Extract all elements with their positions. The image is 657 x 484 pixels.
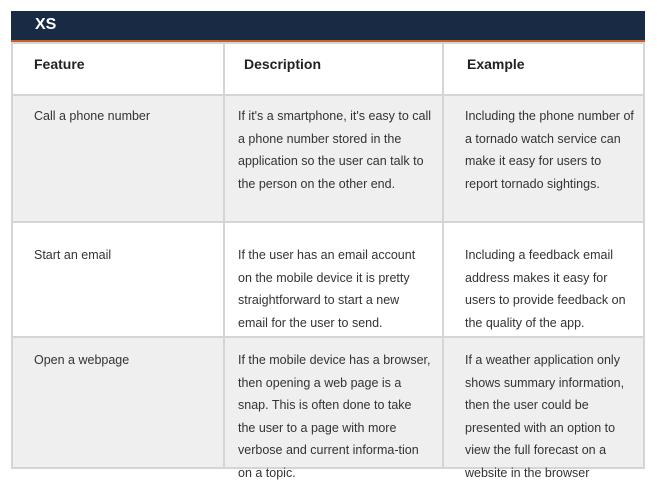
table-cell-example: Including the phone number of a tornado watch service can make it easy for users to report tornado sightings. (444, 96, 643, 221)
table-cell-example: Including a feedback email address makes it easy for users to provide feedback on the quality of the app. (444, 223, 643, 336)
table-cell-description: If the user has an email account on the mobile device it is pretty straightforward to start a new email for the user to send. (225, 223, 442, 336)
table-cell-example: If a weather application only shows summary information, then the user could be presented with an option to view the full forecast on a website in the browser (444, 338, 643, 467)
header-example: Example (444, 44, 643, 94)
table-cell-feature: Open a webpage (13, 338, 223, 467)
table-title: XS (35, 16, 57, 33)
header-description: Description (225, 44, 442, 94)
feature-table (11, 11, 645, 480)
table-cell-feature: Start an email (13, 223, 223, 336)
header-feature: Feature (13, 44, 223, 94)
table-cell-description: If the mobile device has a browser, then opening a web page is a snap. This is often done to take the user to a page with more verbose and current informa-tion on a topic. (225, 338, 442, 467)
table-title-bar (11, 11, 645, 42)
table-cell-description: If it's a smartphone, it's easy to call a phone number stored in the application so the user can talk to the person on the other end. (225, 96, 442, 221)
table-cell-feature: Call a phone number (13, 96, 223, 221)
